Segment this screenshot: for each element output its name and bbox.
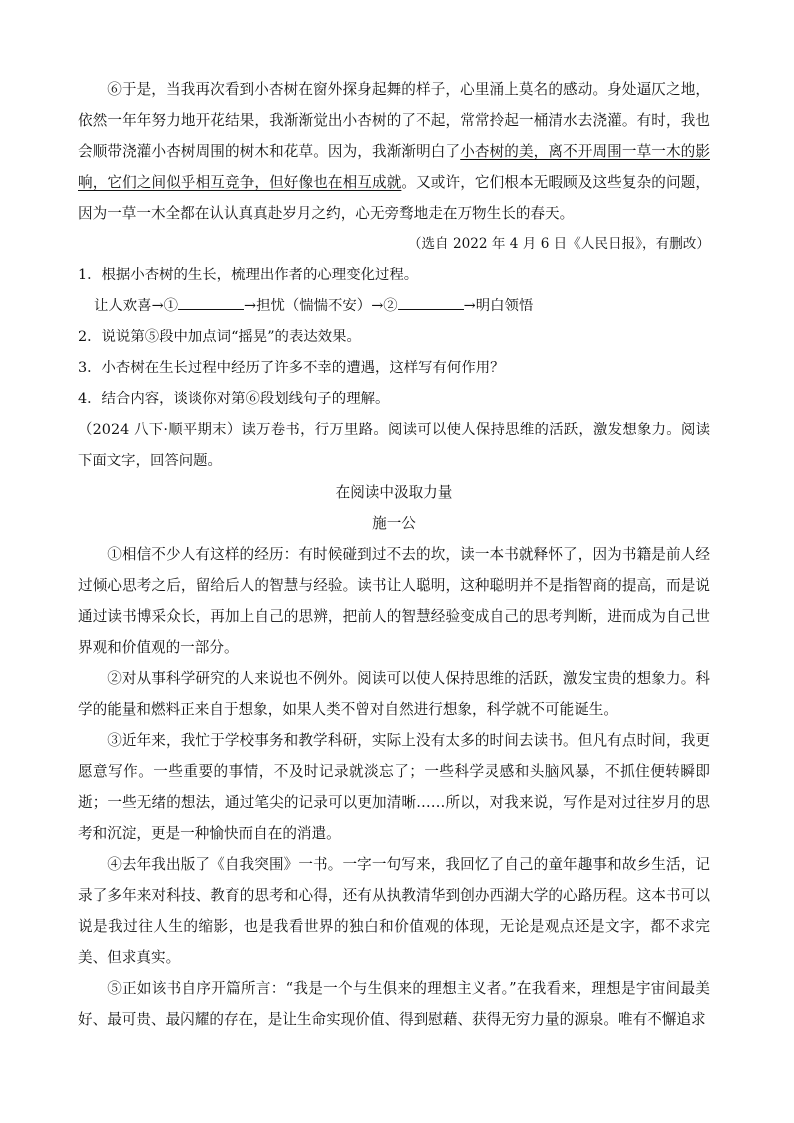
question-1-flow xyxy=(78,291,710,322)
passage2-paragraph-4: ④去年我出版了《自我突围》一书。一字一句写来，我回忆了自己的童年趣事和故乡生活，记录了多年来对科技、教育的思考和心得，还有从执教清华到创办西湖大学的心路历程。这本书可以说是我过往人生的缩影，也是我看世界的独白和价值观的体现，无论是观点还是文字，都不求完美、但求真实。 xyxy=(78,856,710,966)
question-1: 1．根据小杏树的生长，梳理出作者的心理变化过程。 xyxy=(78,267,419,283)
passage2-paragraph-5: ⑤正如该书自序开篇所言：“我是一个与生俱来的理想主义者。”在我看来，理想是宇宙间最美好、最可贵、最闪耀的存在，是让生命实现价值、得到慰藉、获得无穷力量的源泉。唯有不懈追求 xyxy=(78,980,710,1028)
passage2-paragraph-1: ①相信不少人有这样的经历：有时候碰到过不去的坎，读一本书就释怀了，因为书籍是前人经过倾心思考之后，留给后人的智慧与经验。读书让人聪明，这种聪明并不是指智商的提高，而是说通过读书博采众长，再加上自己的思辨，把前人的智慧经验变成自己的思考判断，进而成为自己世界观和价值观的一部分。 xyxy=(78,546,710,656)
flow-start: 让人欢喜→① xyxy=(94,298,179,314)
flow-mid: →担忧（惴惴不安）→② xyxy=(244,298,398,314)
answer-blank-2[interactable] xyxy=(398,295,464,310)
passage2-paragraph-2: ②对从事科学研究的人来说也不例外。阅读可以使人保持思维的活跃，激发宝贵的想象力。科学的能量和燃料正来自于想象，如果人类不曾对自然进行想象，科学就不可能诞生。 xyxy=(78,670,710,718)
paragraph-6-text-a: ⑥于是，当我再次看到小杏树在窗外探身起舞的样子，心里涌上莫名的感动。身处逼仄之地，依然一年年努力地开花结果，我渐渐觉出小杏树的了不起，常常拎起一桶清水去浇灌。有时，我也会顺带浇灌小杏树周围的树木和花草。因为，我渐渐明白了 xyxy=(78,81,710,160)
underlined-sentence: 小杏树的美，离不开周围一草一木的影响，它们之间似乎相互竞争，但好像也在相互成就 xyxy=(78,143,710,191)
source-citation: （选自 2022 年 4 月 6 日《人民日报》，有删改） xyxy=(407,236,710,252)
question-2: 2．说说第⑤段中加点词“摇晃”的表达效果。 xyxy=(78,329,361,345)
passage2-paragraph-3: ③近年来，我忙于学校事务和教学科研，实际上没有太多的时间去读书。但凡有点时间，我更愿意写作。一些重要的事情，不及时记录就淡忘了；一些科学灵感和头脑风暴，不抓住便转瞬即逝；一些无绪的想法，通过笔尖的记录可以更加清晰……所以，对我来说，写作是对过往岁月的思考和沉淀，更是一种愉快而自在的消遣。 xyxy=(78,732,710,842)
paragraph-6-text-b: 。又或许，它们根本无暇顾及这些复杂的问题，因为一草一木全都在认认真真赴岁月之约，心无旁骛地走在万物生长的春天。 xyxy=(78,174,710,222)
passage2-intro: （2024 八下·顺平期末）读万卷书，行万里路。阅读可以使人保持思维的活跃，激发想象力。阅读下面文字，回答问题。 xyxy=(78,422,710,469)
answer-blank-1[interactable] xyxy=(178,295,244,310)
passage1-paragraph-6 xyxy=(78,74,710,229)
flow-end: →明白领悟 xyxy=(463,298,534,314)
question-4: 4．结合内容，谈谈你对第⑥段划线句子的理解。 xyxy=(78,391,390,407)
passage2-author: 施一公 xyxy=(372,515,416,532)
passage2-title: 在阅读中汲取力量 xyxy=(335,484,453,501)
question-3: 3．小杏树在生长过程中经历了许多不幸的遭遇，这样写有何作用？ xyxy=(78,360,505,376)
